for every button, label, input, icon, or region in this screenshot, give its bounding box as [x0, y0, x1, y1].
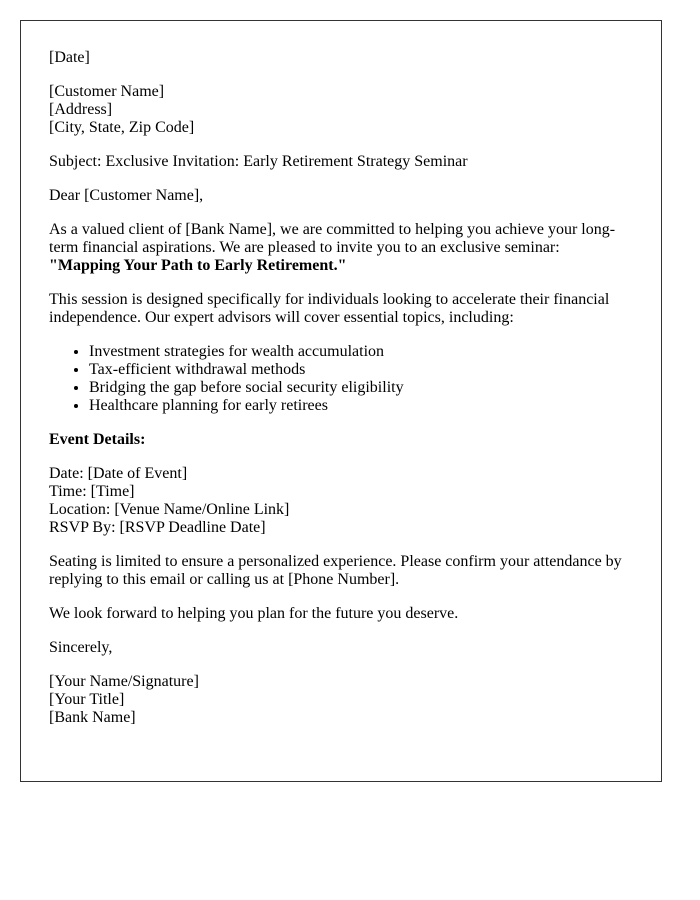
intro-paragraph [49, 221, 633, 275]
event-rsvp: RSVP By: [RSVP Deadline Date] [49, 519, 266, 536]
event-date: Date: [Date of Event] [49, 465, 188, 482]
subject-line: Subject: Exclusive Invitation: Early Retirement Strategy Seminar [49, 153, 468, 170]
signature-name: [Your Name/Signature] [49, 673, 199, 690]
signature-block [49, 673, 633, 727]
letter-date: [Date] [49, 49, 90, 66]
list-item: • Investment strategies for wealth accumulation [89, 343, 633, 361]
event-details-heading: Event Details: [49, 431, 146, 448]
seminar-title: "Mapping Your Path to Early Retirement." [49, 257, 347, 274]
list-item: • Healthcare planning for early retirees [89, 397, 633, 415]
list-item: • Bridging the gap before social security eligibility [89, 379, 633, 397]
event-time: Time: [Time] [49, 483, 135, 500]
session-description: This session is designed specifically for individuals looking to accelerate their financial independence. Our expert advisors will cover essential topics, including: [49, 291, 610, 326]
seating-note: Seating is limited to ensure a personalized experience. Please confirm your attendance by replying to this email or calling us at [Phone Number]. [49, 553, 622, 588]
event-details-block [49, 465, 633, 537]
salutation: Dear [Customer Name], [49, 187, 204, 204]
intro-text: As a valued client of [Bank Name], we are committed to helping you achieve your long-term financial aspirations. We are pleased to invite you to an exclusive seminar: [49, 221, 616, 256]
letter-container [20, 20, 662, 782]
closing-line: We look forward to helping you plan for the future you deserve. [49, 605, 459, 622]
list-item: • Tax-efficient withdrawal methods [89, 361, 633, 379]
event-location: Location: [Venue Name/Online Link] [49, 501, 290, 518]
sign-off: Sincerely, [49, 639, 113, 656]
signature-bank: [Bank Name] [49, 709, 136, 726]
signature-title: [Your Title] [49, 691, 125, 708]
recipient-block [49, 83, 633, 137]
topics-list [49, 343, 633, 415]
recipient-name: [Customer Name] [49, 83, 165, 100]
recipient-city-state-zip: [City, State, Zip Code] [49, 119, 195, 136]
recipient-address: [Address] [49, 101, 113, 118]
